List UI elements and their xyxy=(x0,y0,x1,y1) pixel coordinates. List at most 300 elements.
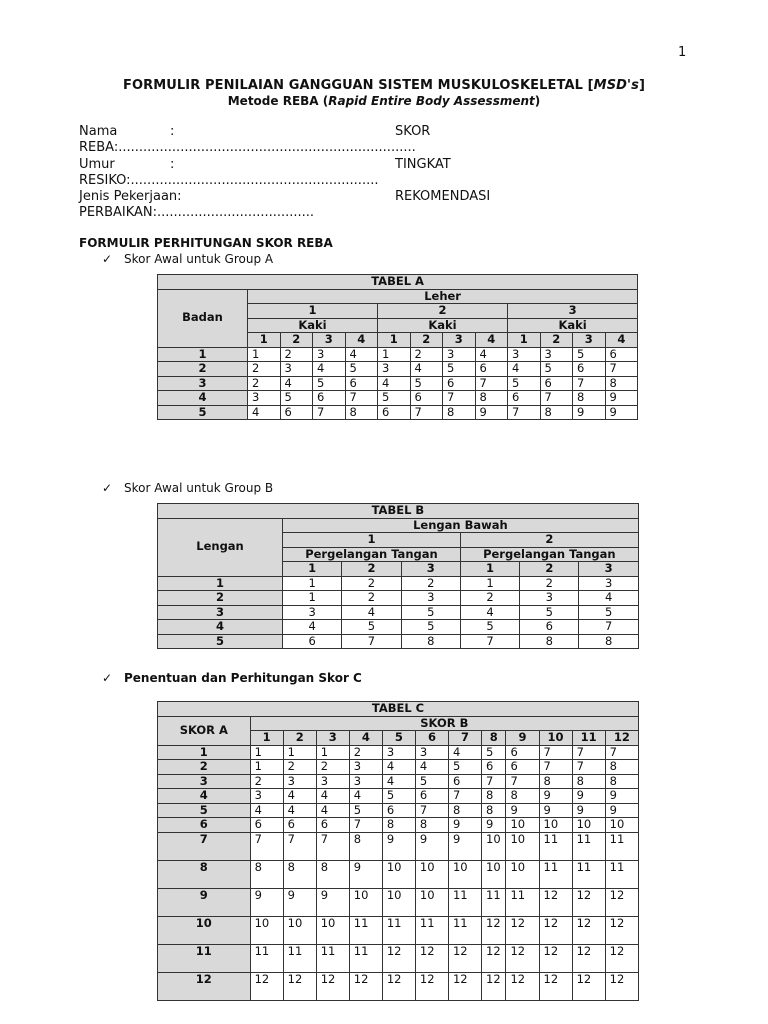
table-cell: 7 xyxy=(482,774,506,789)
table-cell: 1 xyxy=(283,745,316,760)
table-a-col: 1 xyxy=(378,333,411,348)
table-c-title: TABEL C xyxy=(158,702,639,717)
title-main: FORMULIR PENILAIAN GANGGUAN SISTEM MUSKULOSKELETAL [ xyxy=(122,78,594,93)
table-cell: 8 xyxy=(475,391,508,406)
table-cell: 12 xyxy=(349,972,382,1000)
table-a-group: 1 xyxy=(248,304,378,319)
table-cell: 9 xyxy=(382,832,415,860)
table-cell: 5 xyxy=(579,605,638,620)
table-cell: 5 xyxy=(443,362,476,377)
table-cell: 1 xyxy=(250,760,283,775)
table-a-col: 1 xyxy=(248,333,281,348)
table-cell: 9 xyxy=(316,888,349,916)
table-cell: 2 xyxy=(460,591,519,606)
table-row xyxy=(158,916,639,944)
table-a-title: TABEL A xyxy=(158,275,638,290)
tabel-c xyxy=(157,701,639,1001)
table-cell: 12 xyxy=(415,944,448,972)
table-cell: 8 xyxy=(316,860,349,888)
table-a-col: 3 xyxy=(443,333,476,348)
table-cell: 10 xyxy=(506,860,539,888)
table-cell: 3 xyxy=(520,591,579,606)
table-a-col: 1 xyxy=(508,333,541,348)
table-a-col: 4 xyxy=(345,333,378,348)
table-cell: 7 xyxy=(506,774,539,789)
table-cell: 9 xyxy=(605,405,638,420)
table-cell: 9 xyxy=(572,789,605,804)
table-cell: 5 xyxy=(313,376,346,391)
table-a-row-header: Badan xyxy=(158,289,248,347)
table-row xyxy=(158,745,639,760)
table-cell: 3 xyxy=(248,391,281,406)
table-cell: 7 xyxy=(573,376,606,391)
table-c-col: 2 xyxy=(283,731,316,746)
table-cell: 8 xyxy=(540,405,573,420)
table-cell: 10 xyxy=(605,818,638,833)
table-cell: 4 xyxy=(382,760,415,775)
table-c-row-label: 6 xyxy=(158,818,251,833)
table-c-col: 5 xyxy=(382,731,415,746)
table-cell: 6 xyxy=(506,745,539,760)
table-row xyxy=(158,591,639,606)
table-c-row-label: 4 xyxy=(158,789,251,804)
table-cell: 8 xyxy=(482,803,506,818)
table-cell: 9 xyxy=(448,832,481,860)
table-cell: 8 xyxy=(345,405,378,420)
table-cell: 10 xyxy=(415,860,448,888)
table-c-group-header: SKOR B xyxy=(250,716,638,731)
table-cell: 6 xyxy=(540,376,573,391)
table-row xyxy=(158,405,638,420)
table-cell: 4 xyxy=(316,789,349,804)
table-row xyxy=(158,620,639,635)
table-cell: 6 xyxy=(520,620,579,635)
table-cell: 9 xyxy=(349,860,382,888)
table-cell: 2 xyxy=(342,591,401,606)
checkmark-icon: ✓ xyxy=(102,671,113,685)
table-c-col: 1 xyxy=(250,731,283,746)
table-cell: 7 xyxy=(579,620,638,635)
table-cell: 3 xyxy=(443,347,476,362)
table-cell: 9 xyxy=(448,818,481,833)
table-cell: 4 xyxy=(280,376,313,391)
table-b-group: 1 xyxy=(283,533,461,548)
table-cell: 2 xyxy=(248,376,281,391)
table-cell: 1 xyxy=(283,591,342,606)
table-cell: 8 xyxy=(605,376,638,391)
table-a-row-label: 2 xyxy=(158,362,248,377)
table-row xyxy=(158,634,639,649)
table-cell: 3 xyxy=(540,347,573,362)
table-cell: 11 xyxy=(349,916,382,944)
tabel-a xyxy=(157,274,638,420)
table-b-row-label: 2 xyxy=(158,591,283,606)
table-cell: 1 xyxy=(460,576,519,591)
subtitle-main: Metode REBA ( xyxy=(227,94,329,108)
table-cell: 7 xyxy=(283,832,316,860)
table-cell: 6 xyxy=(313,391,346,406)
table-c-row-label: 8 xyxy=(158,860,251,888)
form-line-jenis xyxy=(79,189,719,205)
table-b-group-header: Lengan Bawah xyxy=(283,518,639,533)
table-c-row-label: 1 xyxy=(158,745,251,760)
table-row xyxy=(158,818,639,833)
table-cell: 4 xyxy=(349,789,382,804)
table-cell: 4 xyxy=(345,347,378,362)
title-italic: MSD's xyxy=(593,78,639,93)
table-cell: 6 xyxy=(475,362,508,377)
table-cell: 6 xyxy=(283,818,316,833)
table-cell: 8 xyxy=(520,634,579,649)
table-b-title-row xyxy=(158,504,639,519)
table-cell: 1 xyxy=(250,745,283,760)
table-cell: 4 xyxy=(382,774,415,789)
table-a-col: 2 xyxy=(540,333,573,348)
table-cell: 11 xyxy=(539,860,572,888)
table-c-col: 9 xyxy=(506,731,539,746)
nama-colon: : xyxy=(170,124,175,139)
table-cell: 8 xyxy=(250,860,283,888)
table-cell: 3 xyxy=(415,745,448,760)
table-cell: 12 xyxy=(572,888,605,916)
page-number: 1 xyxy=(678,45,687,60)
table-cell: 12 xyxy=(382,944,415,972)
table-cell: 4 xyxy=(410,362,443,377)
table-a-col: 3 xyxy=(313,333,346,348)
table-cell: 4 xyxy=(448,745,481,760)
table-row xyxy=(158,362,638,377)
table-cell: 1 xyxy=(248,347,281,362)
table-cell: 3 xyxy=(283,774,316,789)
table-cell: 6 xyxy=(345,376,378,391)
table-cell: 5 xyxy=(573,347,606,362)
table-cell: 1 xyxy=(283,576,342,591)
table-row xyxy=(158,391,638,406)
table-a-row-label: 5 xyxy=(158,405,248,420)
table-cell: 10 xyxy=(572,818,605,833)
table-cell: 8 xyxy=(349,832,382,860)
table-c-row-header: SKOR A xyxy=(158,716,251,745)
table-b-row-header: Lengan xyxy=(158,518,283,576)
table-cell: 4 xyxy=(342,605,401,620)
table-cell: 2 xyxy=(410,347,443,362)
table-cell: 11 xyxy=(539,832,572,860)
table-cell: 7 xyxy=(313,405,346,420)
bullet-b-text: Skor Awal untuk Group B xyxy=(124,481,274,495)
table-c-row-label: 7 xyxy=(158,832,251,860)
table-cell: 5 xyxy=(401,620,460,635)
table-c-row-label: 3 xyxy=(158,774,251,789)
reba-field[interactable]: REBA:........................................................................ xyxy=(79,140,416,156)
perbaikan-field[interactable]: PERBAIKAN:...................................... xyxy=(79,205,315,221)
table-row xyxy=(158,860,639,888)
table-a-col: 4 xyxy=(475,333,508,348)
table-cell: 3 xyxy=(349,760,382,775)
table-cell: 11 xyxy=(605,860,638,888)
table-cell: 12 xyxy=(539,916,572,944)
table-cell: 12 xyxy=(605,916,638,944)
table-c-col: 10 xyxy=(539,731,572,746)
table-cell: 12 xyxy=(316,972,349,1000)
table-cell: 7 xyxy=(345,391,378,406)
subtitle-end: ) xyxy=(534,94,541,108)
table-cell: 12 xyxy=(605,888,638,916)
tingkat-label: TINGKAT xyxy=(395,156,451,172)
table-a-title-row xyxy=(158,275,638,290)
table-cell: 2 xyxy=(349,745,382,760)
table-c-title-row xyxy=(158,702,639,717)
table-cell: 3 xyxy=(250,789,283,804)
table-cell: 6 xyxy=(250,818,283,833)
table-cell: 9 xyxy=(482,818,506,833)
table-cell: 8 xyxy=(415,818,448,833)
table-cell: 8 xyxy=(443,405,476,420)
table-cell: 8 xyxy=(401,634,460,649)
table-cell: 10 xyxy=(448,860,481,888)
table-cell: 7 xyxy=(540,391,573,406)
table-a-row-label: 4 xyxy=(158,391,248,406)
table-cell: 12 xyxy=(250,972,283,1000)
table-cell: 12 xyxy=(448,972,481,1000)
table-row xyxy=(158,803,639,818)
table-cell: 12 xyxy=(605,944,638,972)
table-cell: 5 xyxy=(345,362,378,377)
table-cell: 5 xyxy=(508,376,541,391)
table-cell: 7 xyxy=(572,745,605,760)
table-a-row-label: 1 xyxy=(158,347,248,362)
table-cell: 12 xyxy=(506,944,539,972)
table-cell: 6 xyxy=(573,362,606,377)
table-cell: 4 xyxy=(475,347,508,362)
table-cell: 8 xyxy=(448,803,481,818)
table-cell: 10 xyxy=(283,916,316,944)
table-cell: 12 xyxy=(506,916,539,944)
subtitle-italic: Rapid Entire Body Assessment xyxy=(328,94,535,108)
table-cell: 1 xyxy=(316,745,349,760)
table-a-sub-header: Kaki xyxy=(378,318,508,333)
table-cell: 2 xyxy=(342,576,401,591)
table-cell: 12 xyxy=(539,944,572,972)
table-b-row-label: 1 xyxy=(158,576,283,591)
table-cell: 11 xyxy=(448,916,481,944)
rekomendasi-label: REKOMENDASI xyxy=(395,189,491,205)
resiko-field[interactable]: RESIKO:............................................................ xyxy=(79,172,379,188)
table-a-row-label: 3 xyxy=(158,376,248,391)
table-cell: 5 xyxy=(540,362,573,377)
bullet-group-a xyxy=(102,252,273,266)
table-cell: 12 xyxy=(482,972,506,1000)
table-cell: 9 xyxy=(506,803,539,818)
table-cell: 6 xyxy=(378,405,411,420)
table-row xyxy=(158,789,639,804)
table-b-col: 1 xyxy=(283,562,342,577)
page-subtitle xyxy=(0,94,768,108)
table-cell: 12 xyxy=(605,972,638,1000)
table-b-sub-header: Pergelangan Tangan xyxy=(283,547,461,562)
table-cell: 7 xyxy=(508,405,541,420)
table-cell: 8 xyxy=(382,818,415,833)
nama-label: Nama xyxy=(79,124,118,139)
table-cell: 3 xyxy=(508,347,541,362)
table-cell: 6 xyxy=(482,760,506,775)
table-cell: 3 xyxy=(280,362,313,377)
table-cell: 11 xyxy=(482,888,506,916)
table-cell: 4 xyxy=(316,803,349,818)
table-cell: 11 xyxy=(382,916,415,944)
table-cell: 4 xyxy=(508,362,541,377)
umur-colon: : xyxy=(170,156,175,172)
table-b-group: 2 xyxy=(460,533,638,548)
table-cell: 10 xyxy=(539,818,572,833)
table-cell: 7 xyxy=(250,832,283,860)
table-a-sub-header: Kaki xyxy=(508,318,638,333)
table-row xyxy=(158,760,639,775)
table-cell: 7 xyxy=(605,362,638,377)
table-cell: 11 xyxy=(283,944,316,972)
table-c-row-label: 12 xyxy=(158,972,251,1000)
table-cell: 11 xyxy=(506,888,539,916)
table-a-group-header: Leher xyxy=(248,289,638,304)
table-cell: 6 xyxy=(283,634,342,649)
table-cell: 4 xyxy=(283,789,316,804)
section-title: FORMULIR PERHITUNGAN SKOR REBA xyxy=(79,236,333,250)
table-cell: 11 xyxy=(572,832,605,860)
table-cell: 3 xyxy=(401,591,460,606)
table-cell: 10 xyxy=(382,860,415,888)
skor-label: SKOR xyxy=(395,124,431,139)
bullet-a-text: Skor Awal untuk Group A xyxy=(124,252,274,266)
table-cell: 7 xyxy=(605,745,638,760)
table-b-col: 3 xyxy=(401,562,460,577)
table-cell: 12 xyxy=(539,972,572,1000)
table-cell: 12 xyxy=(572,972,605,1000)
table-c-row-label: 2 xyxy=(158,760,251,775)
table-cell: 9 xyxy=(605,789,638,804)
table-cell: 5 xyxy=(349,803,382,818)
table-cell: 6 xyxy=(410,391,443,406)
checkmark-icon: ✓ xyxy=(102,252,113,266)
table-c-col: 7 xyxy=(448,731,481,746)
table-cell: 4 xyxy=(283,620,342,635)
table-c-col: 3 xyxy=(316,731,349,746)
table-cell: 5 xyxy=(520,605,579,620)
table-c-header-row xyxy=(158,716,639,731)
table-cell: 10 xyxy=(482,860,506,888)
table-cell: 5 xyxy=(448,760,481,775)
table-cell: 12 xyxy=(482,916,506,944)
table-cell: 3 xyxy=(382,745,415,760)
table-b-sub-header: Pergelangan Tangan xyxy=(460,547,638,562)
table-row xyxy=(158,774,639,789)
table-cell: 12 xyxy=(415,972,448,1000)
table-cell: 9 xyxy=(573,405,606,420)
table-cell: 9 xyxy=(250,888,283,916)
table-cell: 6 xyxy=(415,789,448,804)
table-cell: 8 xyxy=(572,774,605,789)
umur-label: Umur xyxy=(79,156,115,172)
tabel-b xyxy=(157,503,639,649)
checkmark-icon: ✓ xyxy=(102,481,113,495)
table-cell: 7 xyxy=(475,376,508,391)
table-row xyxy=(158,347,638,362)
table-cell: 10 xyxy=(250,916,283,944)
table-cell: 9 xyxy=(572,803,605,818)
table-cell: 10 xyxy=(415,888,448,916)
table-cell: 6 xyxy=(280,405,313,420)
table-b-col: 2 xyxy=(520,562,579,577)
table-b-row-label: 3 xyxy=(158,605,283,620)
table-cell: 2 xyxy=(316,760,349,775)
table-cell: 3 xyxy=(283,605,342,620)
table-a-group: 2 xyxy=(378,304,508,319)
table-cell: 11 xyxy=(316,944,349,972)
table-cell: 10 xyxy=(349,888,382,916)
table-row xyxy=(158,605,639,620)
table-a-header-row xyxy=(158,289,638,304)
table-cell: 8 xyxy=(605,760,638,775)
table-a-col: 3 xyxy=(573,333,606,348)
table-cell: 7 xyxy=(410,405,443,420)
bullet-group-b xyxy=(102,481,273,495)
table-a-col: 4 xyxy=(605,333,638,348)
table-row xyxy=(158,832,639,860)
table-cell: 2 xyxy=(248,362,281,377)
table-cell: 1 xyxy=(378,347,411,362)
table-b-row-label: 4 xyxy=(158,620,283,635)
table-cell: 8 xyxy=(283,860,316,888)
table-row xyxy=(158,376,638,391)
table-cell: 8 xyxy=(539,774,572,789)
table-c-col: 6 xyxy=(415,731,448,746)
table-cell: 4 xyxy=(460,605,519,620)
table-cell: 7 xyxy=(316,832,349,860)
table-cell: 7 xyxy=(415,803,448,818)
table-cell: 12 xyxy=(572,916,605,944)
table-cell: 9 xyxy=(415,832,448,860)
table-a-sub-header: Kaki xyxy=(248,318,378,333)
table-cell: 4 xyxy=(579,591,638,606)
table-row xyxy=(158,972,639,1000)
table-c-col: 12 xyxy=(605,731,638,746)
table-cell: 4 xyxy=(250,803,283,818)
table-c-row-label: 5 xyxy=(158,803,251,818)
table-cell: 7 xyxy=(349,818,382,833)
table-cell: 11 xyxy=(605,832,638,860)
table-cell: 5 xyxy=(382,789,415,804)
form-line-umur xyxy=(79,157,719,173)
table-cell: 12 xyxy=(283,972,316,1000)
table-cell: 9 xyxy=(475,405,508,420)
table-cell: 11 xyxy=(572,860,605,888)
table-cell: 6 xyxy=(382,803,415,818)
table-row xyxy=(158,944,639,972)
table-cell: 11 xyxy=(448,888,481,916)
table-cell: 3 xyxy=(579,576,638,591)
bullet-c-text: Penentuan dan Perhitungan Skor C xyxy=(124,671,362,685)
table-cell: 5 xyxy=(280,391,313,406)
table-cell: 12 xyxy=(382,972,415,1000)
bullet-group-c xyxy=(102,671,362,685)
table-cell: 9 xyxy=(283,888,316,916)
table-cell: 7 xyxy=(539,760,572,775)
table-cell: 4 xyxy=(378,376,411,391)
table-cell: 6 xyxy=(443,376,476,391)
table-cell: 4 xyxy=(415,760,448,775)
table-cell: 7 xyxy=(342,634,401,649)
table-cell: 5 xyxy=(482,745,506,760)
table-c-row-label: 10 xyxy=(158,916,251,944)
table-cell: 12 xyxy=(448,944,481,972)
